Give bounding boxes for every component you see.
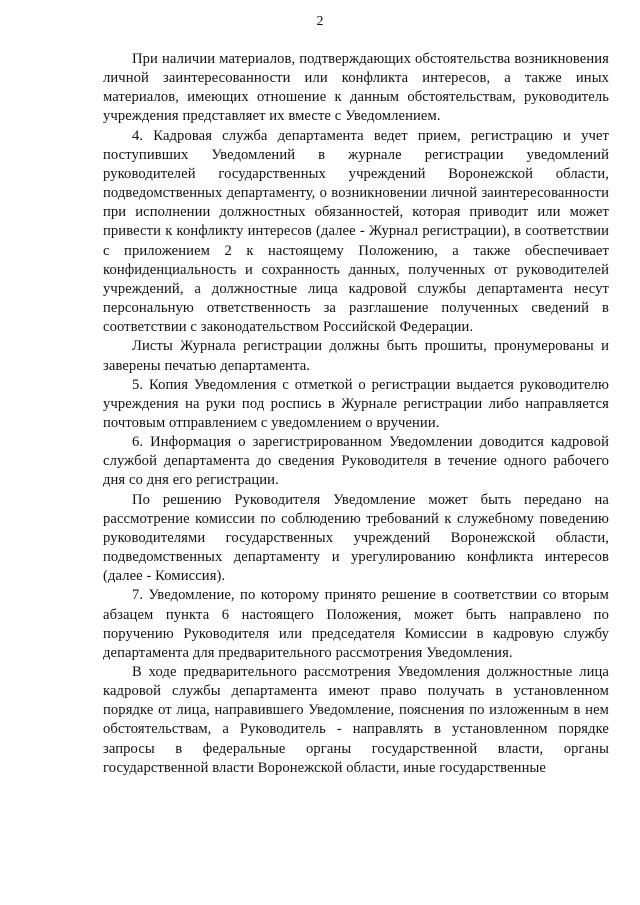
paragraph-preliminary-review: В ходе предварительного рассмотрения Уведомления должностные лица кадровой службы департамента имеют право получать в установленном порядке от лица, направившего Уведомление, пояснения по изложенным в нем обстоятельствам, а Руководитель - направлять в установленном порядке запросы в федеральные органы государственной власти, органы государственной власти Воронежской области, иные государственные <box>103 664 609 776</box>
document-body <box>103 50 609 778</box>
paragraph-commission: По решению Руководителя Уведомление может быть передано на рассмотрение комиссии по соблюдению требований к служебному поведению руководителями государственных учреждений Воронежской области, подведомственных департаменту и урегулированию конфликта интересов (далее - Комиссия). <box>103 491 609 585</box>
paragraph-journal-sheets: Листы Журнала регистрации должны быть прошиты, пронумерованы и заверены печатью департамента. <box>103 338 609 374</box>
paragraph-item-6: 6. Информация о зарегистрированном Уведомлении доводится кадровой службой департамента до сведения Руководителя в течение одного рабочего дня со дня его регистрации. <box>103 434 609 489</box>
paragraph-item-7: 7. Уведомление, по которому принято решение в соответствии со вторым абзацем пункта 6 настоящего Положения, может быть направлено по поручению Руководителя или председателя Комиссии в кадровую службу департамента для предварительного рассмотрения Уведомления. <box>103 587 609 661</box>
paragraph-item-4: 4. Кадровая служба департамента ведет прием, регистрацию и учет поступивших Уведомлений в журнале регистрации уведомлений руководителей государственных учреждений Воронежской области, подведомственных департаменту, о возникновении личной заинтересованности при исполнении должностных обязанностей, которая приводит или может привести к конфликту интересов (далее - Журнал регистрации), в соответствии с приложением 2 к настоящему Положению, а также обеспечивает конфиденциальность и сохранность данных, полученных от руководителей учреждений, а должностные лица кадровой службы департамента несут персональную ответственность за разглашение полученных сведений в соответствии с законодательством Российской Федерации. <box>103 127 609 336</box>
paragraph-item-5: 5. Копия Уведомления с отметкой о регистрации выдается руководителю учреждения на руки под роспись в Журнале регистрации либо направляется почтовым отправлением с уведомлением о вручении. <box>103 376 609 431</box>
page-number: 2 <box>316 14 324 29</box>
paragraph-materials: При наличии материалов, подтверждающих обстоятельства возникновения личной заинтересованности или конфликта интересов, а также иных материалов, имеющих отношение к данным обстоятельствам, руководитель учреждения представляет их вместе с Уведомлением. <box>103 51 609 125</box>
